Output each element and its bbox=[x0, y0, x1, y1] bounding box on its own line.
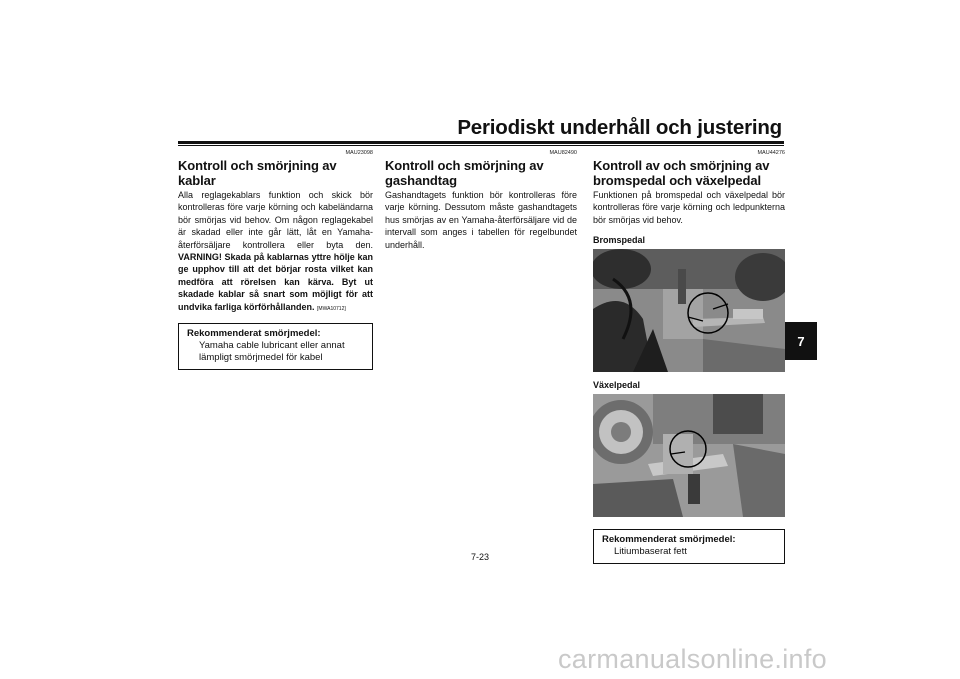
warning-code: [MWA10712] bbox=[317, 305, 346, 312]
shift-pedal-label: Växelpedal bbox=[593, 380, 641, 391]
section-cables bbox=[178, 150, 373, 370]
section-heading: Kontroll och smörjning av kablar bbox=[178, 158, 337, 188]
page-title: Periodiskt underhåll och justering bbox=[457, 116, 782, 139]
section-pedals bbox=[593, 150, 785, 564]
section-tab[interactable]: 7 bbox=[785, 322, 817, 360]
section-body: Gashandtagets funktion bör kontrolleras före varje körning. Dessutom måste gashandtagets hus smörjas av en Yamaha-återförsäljare vid de intervall som anges i tabellen för regelbundet underhåll. bbox=[385, 190, 577, 250]
lubricant-box bbox=[178, 323, 373, 370]
brake-pedal-label: Bromspedal bbox=[593, 235, 646, 246]
section-code: MAU82490 bbox=[549, 150, 577, 156]
section-heading: Kontroll och smörjning av gashandtag bbox=[385, 158, 544, 188]
brake-pedal-photo bbox=[593, 249, 785, 372]
section-throttle bbox=[385, 150, 577, 251]
watermark: carmanualsonline.info bbox=[558, 644, 827, 674]
page-number: 7-23 bbox=[470, 552, 489, 562]
section-code: MAU44276 bbox=[757, 150, 785, 156]
warning-text: VARNING! Skada på kablarnas yttre hölje kan ge upphov till att det börjar rosta vilket kan medföra att rörelsen kan kärva. Byt ut skadade kablar så snart som möjligt för att undvika farliga körförhållanden. bbox=[178, 252, 373, 312]
shift-pedal-photo bbox=[593, 394, 785, 517]
lubricant-box-text: Litiumbaserat fett bbox=[614, 546, 687, 558]
lubricant-box-text: Yamaha cable lubricant eller annat lämpligt smörjmedel för kabel bbox=[199, 340, 345, 364]
lubricant-box-title: Rekommenderat smörjmedel: bbox=[187, 328, 321, 340]
body-text: Alla reglagekablars funktion och skick bör kontrolleras före varje körning och kabeländarna bör smörjas vid behov. Om någon reglagekabel är skadad eller inte går lätt, låt en Yamaha-återförsäljare kontrollera eller byta den. bbox=[178, 190, 373, 250]
lubricant-box-title: Rekommenderat smörjmedel: bbox=[602, 534, 736, 546]
header-rule-thin bbox=[178, 145, 784, 146]
section-code: MAU23098 bbox=[345, 150, 373, 156]
lubricant-box bbox=[593, 529, 785, 564]
section-body bbox=[178, 189, 373, 315]
section-body: Funktionen på bromspedal och växelpedal bör kontrolleras före varje körning och ledpunkterna bör smörjas vid behov. bbox=[593, 190, 785, 225]
section-heading: Kontroll av och smörjning av bromspedal och växelpedal bbox=[593, 158, 770, 188]
header-rule bbox=[178, 141, 784, 144]
